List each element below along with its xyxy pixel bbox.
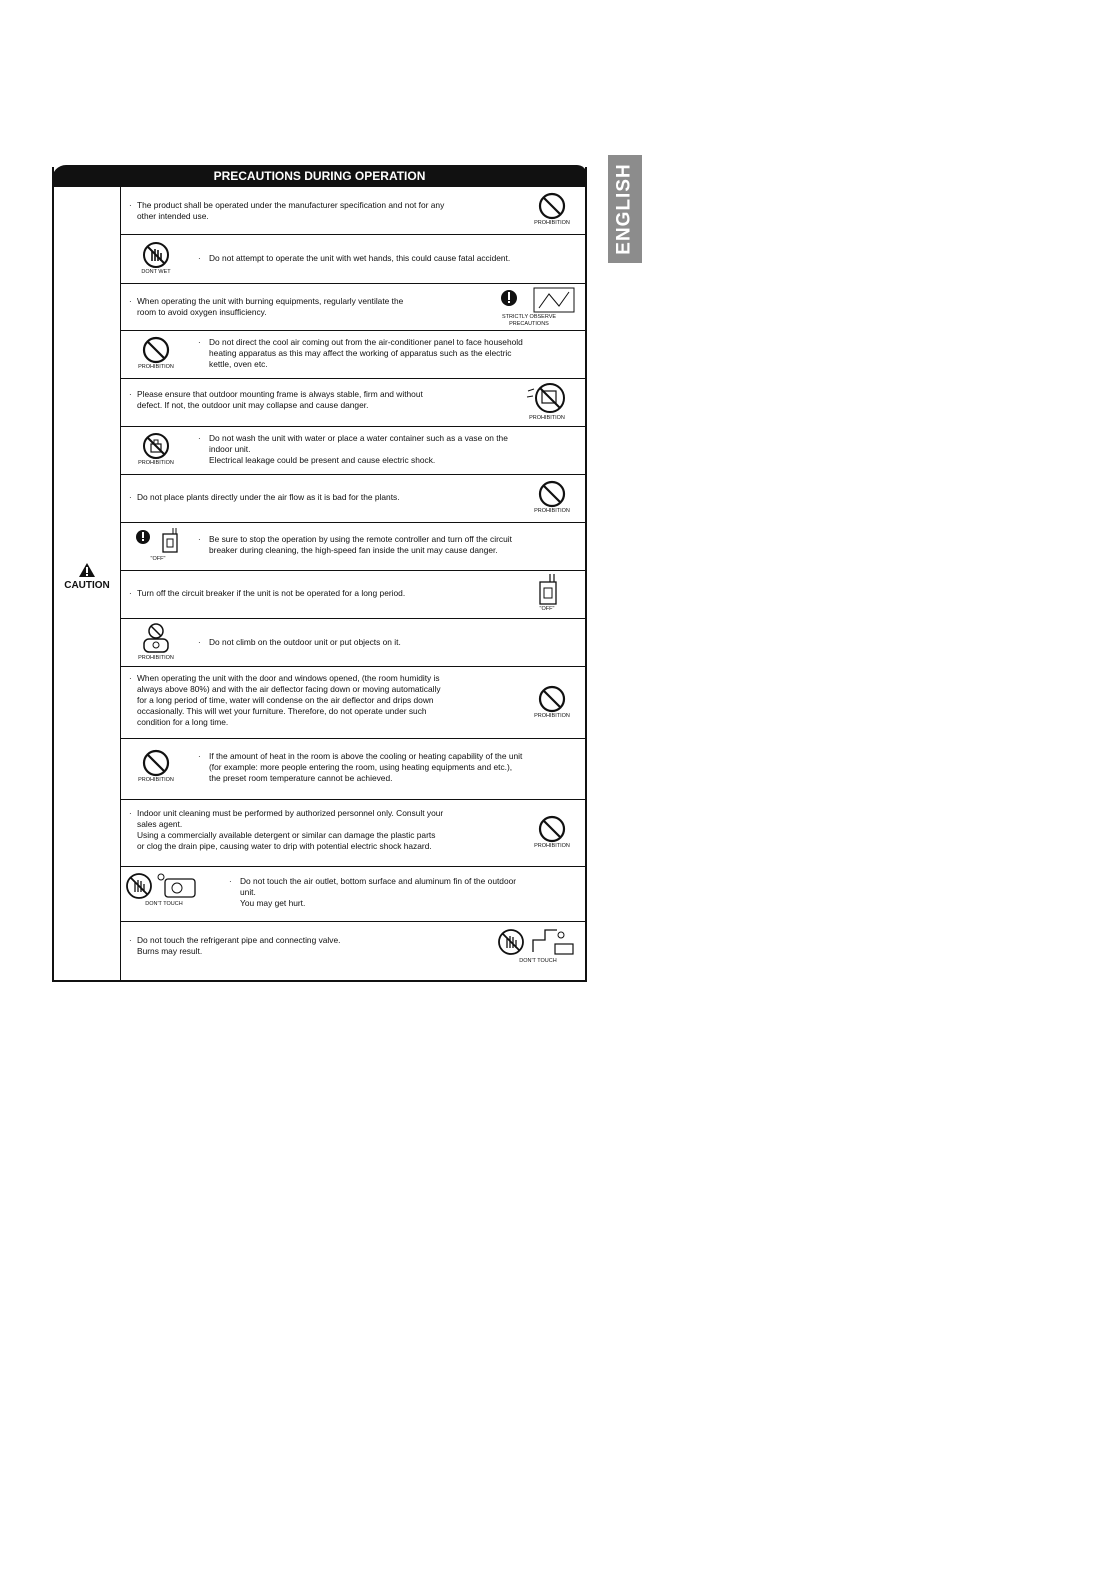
icon-caption: PROHIBITION [138, 777, 174, 783]
language-tab-label: ENGLISH [614, 163, 636, 255]
prohibition-icon [527, 815, 577, 850]
icon-caption: STRICTLY OBSERVE [501, 314, 557, 320]
row-text [137, 296, 477, 318]
row-text [137, 673, 517, 728]
dont-touch-icon [125, 871, 203, 908]
row-text [209, 637, 579, 648]
precaution-row: · The product shall be operated under the manufacturer specification and not for any other intended use. PROHIBITION [121, 187, 585, 234]
breaker-off-icon [519, 574, 575, 613]
row-text [137, 808, 517, 852]
precaution-row: · Do not touch the refrigerant pipe and connecting valve. Burns may result. DON'T TOUCH [121, 921, 585, 981]
row-text-line: When operating the unit with burning equipments, regularly ventilate the [137, 296, 404, 306]
row-text-line: Indoor unit cleaning must be performed by authorized personnel only. Consult your [137, 808, 444, 818]
prohibition-icon [527, 192, 577, 227]
row-text-line: Turn off the circuit breaker if the unit is not be operated for a long period. [137, 588, 406, 598]
icon-caption: PRECAUTIONS [509, 321, 549, 327]
unstable-frame-prohibition-icon [517, 381, 577, 422]
strictly-observe-icon [479, 286, 579, 328]
prohibition-icon [527, 685, 577, 720]
row-text-line: other intended use. [137, 211, 209, 221]
row-text-line: If the amount of heat in the room is above the cooling or heating capability of the unit [209, 751, 523, 761]
icon-caption: PROHIBITION [138, 655, 174, 661]
row-text [137, 389, 507, 411]
row-text-line: Do not touch the air outlet, bottom surface and aluminum fin of the outdoor [240, 876, 517, 886]
prohibition-icon [131, 336, 181, 371]
row-text-line: condition for a long time. [137, 717, 229, 727]
row-text-line: Do not climb on the outdoor unit or put objects on it. [209, 637, 401, 647]
precaution-row: · Do not place plants directly under the air flow as it is bad for the plants. PROHIBITION [121, 474, 585, 523]
row-text-line: The product shall be operated under the manufacturer specification and not for any [137, 200, 445, 210]
row-text-line: or clog the drain pipe, causing water to drip with potential electric shock hazard. [137, 841, 432, 851]
no-water-vase-icon [131, 432, 181, 467]
breaker-off-icon [131, 528, 185, 563]
row-text-line: breaker during cleaning, the high-speed fan inside the unit may cause danger. [209, 545, 498, 555]
precaution-row: DON'T TOUCH · Do not touch the air outlet, bottom surface and aluminum fin of the outdoor unit. You may get hurt. [121, 866, 585, 922]
row-text-line: Do not wash the unit with water or place a water container such as a vase on the [209, 433, 508, 443]
row-text-line: Be sure to stop the operation by using the remote controller and turn off the circuit [209, 534, 512, 544]
precaution-row: · Indoor unit cleaning must be performed by authorized personnel only. Consult your sales agent. Using a commercially available detergent or similar can damage the plastic parts or clog the drain pipe, causing water to drip with potential electric shock hazard. PROHIBITION [121, 799, 585, 867]
precaution-row: PROHIBITION · Do not climb on the outdoor unit or put objects on it. [121, 618, 585, 667]
warning-triangle-icon [78, 562, 96, 578]
row-text [209, 253, 579, 264]
row-text [240, 876, 585, 909]
row-text-line: sales agent. [137, 819, 183, 829]
caution-block [54, 562, 120, 591]
precaution-row: · Please ensure that outdoor mounting frame is always stable, firm and without defect. If not, the outdoor unit may collapse and cause danger. PROHIBITION [121, 378, 585, 427]
row-text-line: occasionally. This will wet your furniture. Therefore, do not operate under such [137, 706, 427, 716]
row-text-line: Please ensure that outdoor mounting frame is always stable, firm and without [137, 389, 423, 399]
row-text-line: Do not direct the cool air coming out from the air-conditioner panel to face household [209, 337, 523, 347]
row-text-line: for a long period of time, water will condense on the air deflector and drips down [137, 695, 434, 705]
icon-caption: DON'T TOUCH [145, 901, 183, 907]
row-text-line: defect. If not, the outdoor unit may collapse and cause danger. [137, 400, 369, 410]
prohibition-icon [527, 480, 577, 515]
precaution-row: · Turn off the circuit breaker if the unit is not be operated for a long period. "OFF" [121, 570, 585, 619]
row-text-line: always above 80%) and with the air deflector facing down or moving automatically [137, 684, 441, 694]
row-text-line: unit. [240, 887, 256, 897]
row-text [209, 433, 579, 466]
row-text [137, 588, 517, 599]
row-text-line: heating apparatus as this may affect the working of apparatus such as the electric [209, 348, 512, 358]
row-text-line: the preset room temperature cannot be achieved. [209, 773, 393, 783]
row-text [209, 337, 579, 370]
row-text-line: Do not touch the refrigerant pipe and connecting valve. [137, 935, 341, 945]
precaution-row: · When operating the unit with the door and windows opened, (the room humidity is always above 80%) and with the air deflector facing down or moving automatically for a long period of time, water will condense on the air deflector and drips down occasionally. This will wet your furniture. Therefore, do not operate under such condition for a long time. PROHIBITION [121, 666, 585, 739]
language-tab [608, 155, 642, 263]
icon-caption: "OFF" [150, 556, 166, 562]
icon-caption: PROHIBITION [529, 415, 565, 421]
row-text-line: kettle, oven etc. [209, 359, 268, 369]
dont-touch-icon [497, 926, 579, 965]
icon-caption: "OFF" [539, 606, 555, 612]
icon-caption: PROHIBITION [138, 460, 174, 466]
row-text-line: You may get hurt. [240, 898, 306, 908]
row-text-line: room to avoid oxygen insufficiency. [137, 307, 267, 317]
row-text-line: indoor unit. [209, 444, 251, 454]
row-text [209, 534, 579, 556]
precaution-row: "OFF" · Be sure to stop the operation by using the remote controller and turn off the circuit breaker during cleaning, the high-speed fan inside the unit may cause danger. [121, 522, 585, 571]
row-text-line: Electrical leakage could be present and cause electric shock. [209, 455, 436, 465]
row-text [137, 935, 477, 957]
row-text-line: Using a commercially available detergent or similar can damage the plastic parts [137, 830, 436, 840]
precaution-row: PROHIBITION · Do not direct the cool air coming out from the air-conditioner panel to face household heating apparatus as this may affect the working of apparatus such as the electric kettle, oven etc. [121, 330, 585, 379]
precaution-row: · When operating the unit with burning equipments, regularly ventilate the room to avoid oxygen insufficiency. STRICTLY OBSERVE PRECAUTIONS [121, 283, 585, 331]
caution-label: CAUTION [64, 580, 110, 591]
icon-caption: PROHIBITION [534, 843, 570, 849]
row-text-line: When operating the unit with the door and windows opened, (the room humidity is [137, 673, 440, 683]
precaution-row: DONT WET · Do not attempt to operate the unit with wet hands, this could cause fatal accident. [121, 234, 585, 284]
prohibition-icon [131, 749, 181, 784]
row-text-line: Do not attempt to operate the unit with wet hands, this could cause fatal accident. [209, 253, 511, 263]
row-text [137, 492, 517, 503]
no-climb-icon [131, 621, 181, 662]
icon-caption: DON'T TOUCH [519, 958, 557, 964]
precaution-rows [121, 187, 585, 980]
row-text-line: Burns may result. [137, 946, 203, 956]
icon-caption: DONT WET [141, 269, 171, 275]
panel-title: PRECAUTIONS DURING OPERATION [52, 165, 587, 187]
icon-caption: PROHIBITION [534, 220, 570, 226]
caution-column [54, 187, 121, 980]
icon-caption: PROHIBITION [534, 713, 570, 719]
icon-caption: PROHIBITION [534, 508, 570, 514]
icon-caption: PROHIBITION [138, 364, 174, 370]
dont-wet-icon [131, 241, 181, 276]
row-text [137, 200, 517, 222]
precautions-panel [52, 167, 587, 982]
precaution-row: PROHIBITION · Do not wash the unit with water or place a water container such as a vase on the indoor unit. Electrical leakage could be present and cause electric shock. [121, 426, 585, 475]
precaution-row: PROHIBITION · If the amount of heat in the room is above the cooling or heating capability of the unit (for example: more people entering the room, using heating equipments and etc.), the preset room temperature cannot be achieved. [121, 738, 585, 800]
row-text-line: Do not place plants directly under the air flow as it is bad for the plants. [137, 492, 400, 502]
row-text-line: (for example: more people entering the room, using heating equipments and etc.), [209, 762, 513, 772]
row-text [209, 751, 579, 784]
